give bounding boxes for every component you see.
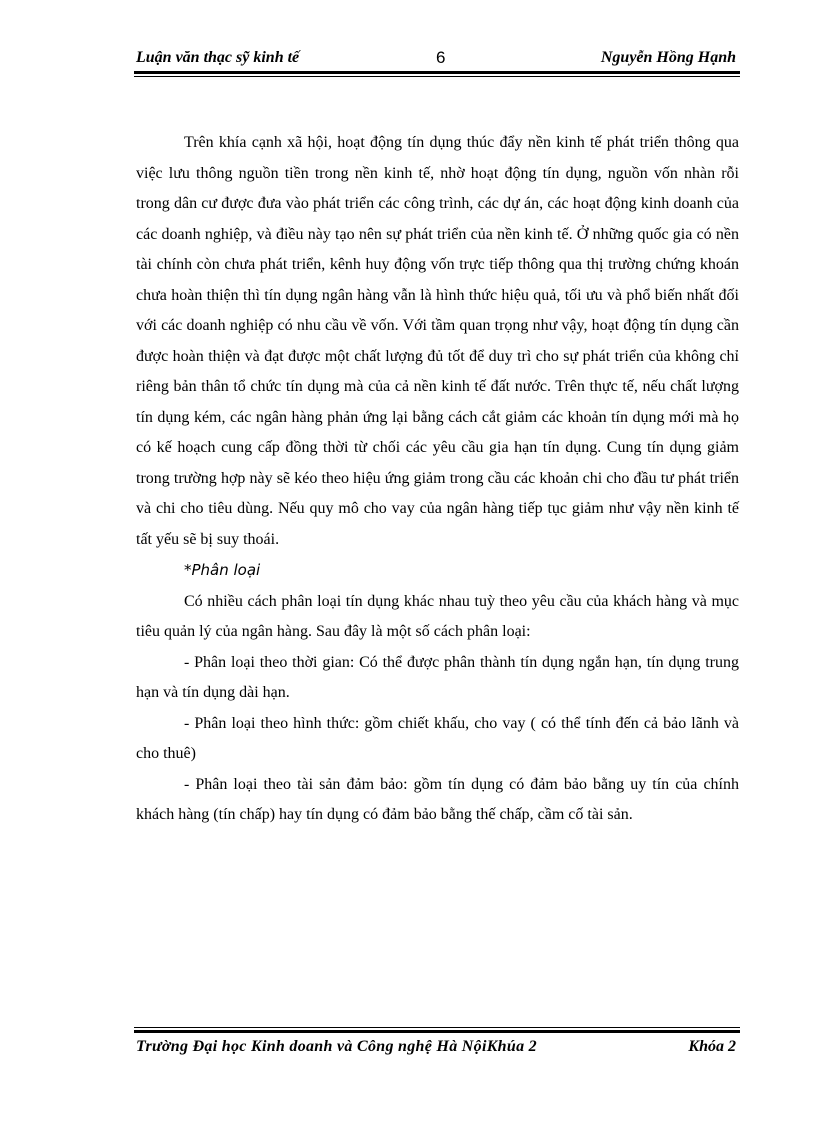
section-label: *Phân loại bbox=[184, 561, 261, 579]
page-header bbox=[136, 46, 740, 70]
list-item-by-time: - Phân loại theo thời gian: Có thể được phân thành tín dụng ngắn hạn, tín dụng trung hạn và tín dụng dài hạn. bbox=[136, 653, 739, 701]
paragraph-classification-intro: Có nhiều cách phân loại tín dụng khác nhau tuỳ theo yêu cầu của khách hàng và mục tiêu quản lý của ngân hàng. Sau đây là một số cách phân loại: bbox=[136, 592, 739, 640]
footer-rule-thick bbox=[134, 1030, 740, 1033]
section-heading-classification bbox=[136, 555, 739, 587]
paragraph-social-aspect: Trên khía cạnh xã hội, hoạt động tín dụng thúc đẩy nền kinh tế phát triển thông qua việc lưu thông nguồn tiền trong nền kinh tế, nhờ hoạt động tín dụng, nguồn vốn nhàn rỗi trong dân cư được đưa vào phát triển các công trình, các dự án, các hoạt động kinh doanh của các doanh nghiệp, và điều này tạo nên sự phát triển của nền kinh tế. Ở những quốc gia có nền tài chính còn chưa phát triển, kênh huy động vốn trực tiếp thông qua thị trường chứng khoán chưa hoàn thiện thì tín dụng ngân hàng vẫn là hình thức hiệu quả, tối ưu và phổ biến nhất đối với các doanh nghiệp có nhu cầu về vốn. Với tầm quan trọng như vậy, hoạt động tín dụng cần được hoàn thiện và đạt được một chất lượng đủ tốt để duy trì cho sự phát triển của không chỉ riêng bản thân tổ chức tín dụng mà của cả nền kinh tế đất nước. Trên thực tế, nếu chất lượng tín dụng kém, các ngân hàng phản ứng lại bằng cách cắt giảm các khoản tín dụng mới mà họ có kế hoạch cung cấp đồng thời từ chối các yêu cầu gia hạn tín dụng. Cung tín dụng giảm trong trường hợp này sẽ kéo theo hiệu ứng giảm trong cầu các khoản chi cho đầu tư phát triển và chi cho tiêu dùng. Nếu quy mô cho vay của ngân hàng tiếp tục giảm như vậy nền kinh tế tất yếu sẽ bị suy thoái. bbox=[136, 134, 739, 548]
footer-university-name: Trường Đại học Kinh doanh và Công nghệ Hà NộiKhúa 2 bbox=[136, 1038, 537, 1055]
header-author-name: Nguyễn Hồng Hạnh bbox=[600, 49, 736, 66]
list-item-by-collateral: - Phân loại theo tài sản đảm bảo: gồm tín dụng có đảm bảo bằng uy tín của chính khách hàng (tín chấp) hay tín dụng có đảm bảo bằng thế chấp, cầm cố tài sản. bbox=[136, 775, 739, 823]
page-body bbox=[136, 128, 739, 831]
page-footer bbox=[136, 1038, 740, 1062]
footer-rule-thin bbox=[134, 1027, 740, 1028]
header-rule-thin bbox=[134, 76, 740, 77]
footer-course: Khóa 2 bbox=[688, 1038, 736, 1055]
header-thesis-title: Luận văn thạc sỹ kinh tế bbox=[136, 49, 300, 66]
page-number: 6 bbox=[436, 48, 446, 67]
list-item-by-form: - Phân loại theo hình thức: gồm chiết khấu, cho vay ( có thể tính đến cả bảo lãnh và cho thuê) bbox=[136, 714, 739, 762]
header-rule-thick bbox=[134, 71, 740, 74]
